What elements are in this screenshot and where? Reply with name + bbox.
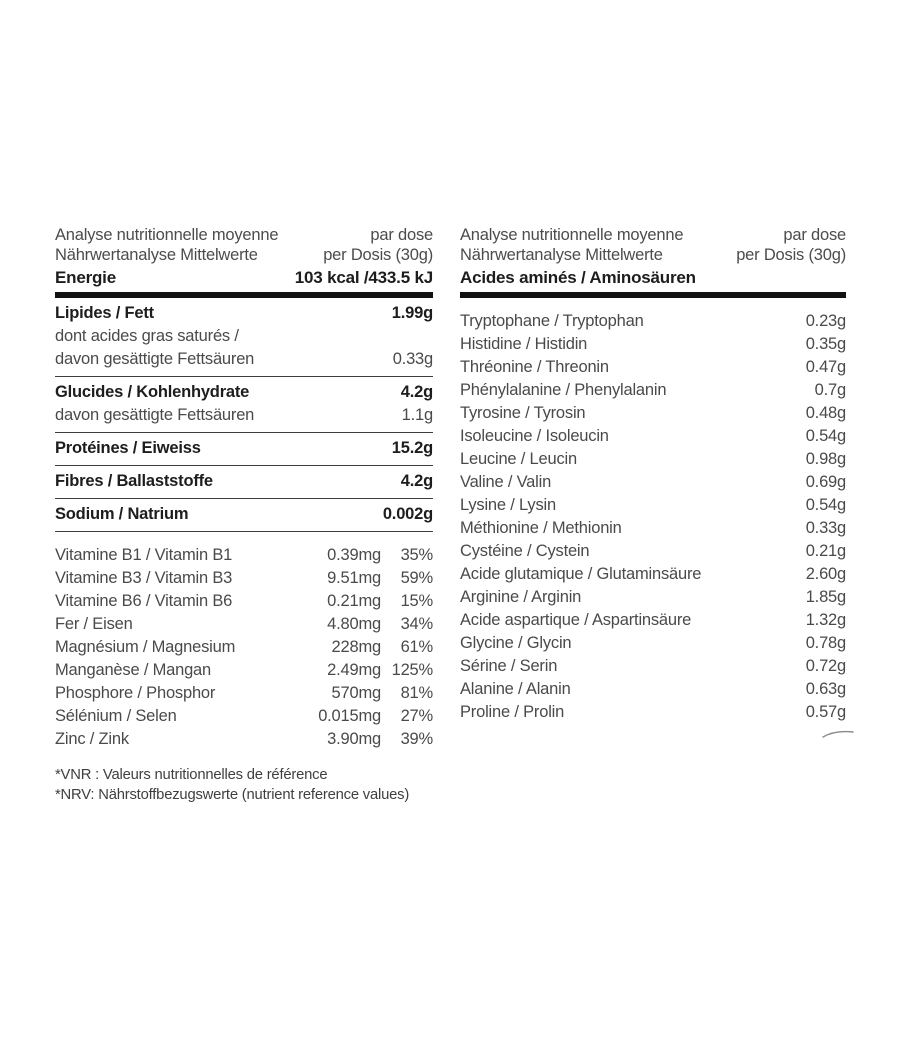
amino-value: 0.35g — [805, 335, 846, 353]
amino-label: Glycine / Glycin — [460, 634, 572, 652]
amino-label: Acide glutamique / Glutaminsäure — [460, 565, 702, 583]
footnote-nrv: *NRV: Nährstoffbezugswerte (nutrient reference values) — [55, 787, 410, 803]
table-row — [460, 586, 846, 609]
table-row — [55, 503, 433, 526]
nutrient-amount: 9.51mg — [327, 569, 381, 587]
nutrient-label: Sélénium / Selen — [55, 707, 177, 725]
nutrient-value: 4.2g — [400, 383, 433, 401]
amino-label: Acide aspartique / Aspartinsäure — [460, 611, 692, 629]
header-title-fr: Analyse nutritionnelle moyenne — [55, 226, 279, 244]
table-row — [55, 567, 433, 590]
nutrient-label: Vitamine B3 / Vitamin B3 — [55, 569, 233, 587]
nutrient-amount: 2.49mg — [327, 661, 381, 679]
nutrient-nrv: 59% — [400, 569, 433, 587]
header-row — [460, 226, 846, 265]
macronutrient-table — [55, 298, 433, 532]
panel-amino-acids — [460, 226, 846, 724]
amino-value: 1.85g — [805, 588, 846, 606]
amino-label: Cystéine / Cystein — [460, 542, 590, 560]
table-row — [460, 655, 846, 678]
table-row — [460, 333, 846, 356]
amino-value: 0.98g — [805, 450, 846, 468]
amino-value: 1.32g — [805, 611, 846, 629]
table-row — [460, 402, 846, 425]
panel-nutrition-facts — [55, 226, 433, 805]
nutrient-label: davon gesättigte Fettsäuren — [55, 350, 255, 368]
table-row — [460, 563, 846, 586]
amino-section-label: Acides aminés / Aminosäuren — [460, 268, 696, 287]
nutrient-label: Phosphore / Phosphor — [55, 684, 216, 702]
amino-value: 0.23g — [805, 312, 846, 330]
nutrient-value: 15.2g — [391, 439, 433, 457]
amino-value: 0.69g — [805, 473, 846, 491]
table-row — [55, 659, 433, 682]
amino-value: 0.21g — [805, 542, 846, 560]
energy-value: 103 kcal /433.5 kJ — [294, 268, 433, 287]
header-row — [55, 226, 433, 265]
macro-group — [55, 499, 433, 532]
amino-label: Isoleucine / Isoleucin — [460, 427, 609, 445]
table-row — [55, 470, 433, 493]
amino-acid-table — [460, 298, 846, 724]
nutrient-nrv: 125% — [391, 661, 433, 679]
nutrient-label: Fer / Eisen — [55, 615, 133, 633]
macro-group — [55, 298, 433, 377]
table-row — [55, 613, 433, 636]
header-dose-de: per Dosis (30g) — [323, 245, 433, 264]
nutrient-nrv: 39% — [400, 730, 433, 748]
nutrient-label: Vitamine B1 / Vitamin B1 — [55, 546, 233, 564]
nutrient-value: 0.33g — [392, 350, 433, 368]
nutrient-value: 1.99g — [391, 304, 433, 322]
nutrient-label: Glucides / Kohlenhydrate — [55, 383, 250, 401]
table-row — [460, 310, 846, 333]
header-dose-fr: par dose — [783, 226, 846, 244]
macro-group — [55, 377, 433, 433]
header-title-de: Nährwertanalyse Mittelwerte — [460, 245, 663, 264]
amino-label: Méthionine / Methionin — [460, 519, 622, 537]
nutrient-label: Zinc / Zink — [55, 730, 129, 748]
amino-value: 0.54g — [805, 427, 846, 445]
nutrient-amount: 4.80mg — [327, 615, 381, 633]
header-analysis-title — [460, 226, 683, 265]
amino-value: 0.33g — [805, 519, 846, 537]
macro-group — [55, 433, 433, 466]
header-dose — [323, 226, 433, 265]
table-row — [55, 705, 433, 728]
table-row — [55, 437, 433, 460]
header-analysis-title — [55, 226, 278, 265]
header-title-de: Nährwertanalyse Mittelwerte — [55, 245, 258, 264]
table-row — [55, 302, 433, 325]
nutrient-nrv: 34% — [400, 615, 433, 633]
table-row — [55, 325, 433, 348]
table-row — [55, 636, 433, 659]
amino-value: 0.78g — [805, 634, 846, 652]
nutrient-label: Magnésium / Magnesium — [55, 638, 236, 656]
amino-label: Phénylalanine / Phenylalanin — [460, 381, 667, 399]
nutrient-label: Fibres / Ballaststoffe — [55, 472, 213, 490]
nutrient-nrv: 35% — [400, 546, 433, 564]
nutrient-value: 4.2g — [400, 472, 433, 490]
amino-label: Arginine / Arginin — [460, 588, 582, 606]
amino-value: 0.7g — [814, 381, 846, 399]
amino-label: Thréonine / Threonin — [460, 358, 609, 376]
header-dose-de: per Dosis (30g) — [736, 245, 846, 264]
table-row — [460, 701, 846, 724]
table-row — [460, 448, 846, 471]
table-row — [55, 381, 433, 404]
nutrient-nrv: 61% — [400, 638, 433, 656]
print-curve-mark — [822, 728, 854, 740]
table-row — [460, 609, 846, 632]
nutrient-amount: 570mg — [331, 684, 381, 702]
amino-value: 0.47g — [805, 358, 846, 376]
nutrient-value: 1.1g — [401, 406, 433, 424]
amino-label: Lysine / Lysin — [460, 496, 556, 514]
nutrient-label: Sodium / Natrium — [55, 505, 189, 523]
nutrient-value: 0.002g — [382, 505, 433, 523]
nutrient-amount: 0.21mg — [327, 592, 381, 610]
amino-label: Histidine / Histidin — [460, 335, 588, 353]
amino-label: Tyrosine / Tyrosin — [460, 404, 586, 422]
amino-panel-header — [460, 226, 846, 298]
table-row — [55, 682, 433, 705]
amino-value: 2.60g — [805, 565, 846, 583]
header-dose — [736, 226, 846, 265]
table-row — [55, 348, 433, 371]
table-row — [460, 471, 846, 494]
nutrient-label: Lipides / Fett — [55, 304, 154, 322]
table-row — [460, 494, 846, 517]
table-row — [460, 356, 846, 379]
amino-label: Proline / Prolin — [460, 703, 565, 721]
nutrient-label: Manganèse / Mangan — [55, 661, 212, 679]
energy-row — [55, 268, 433, 292]
header-dose-fr: par dose — [370, 226, 433, 244]
nutrient-label: davon gesättigte Fettsäuren — [55, 406, 255, 424]
header-title-fr: Analyse nutritionnelle moyenne — [460, 226, 684, 244]
nutrient-nrv: 81% — [400, 684, 433, 702]
amino-value: 0.48g — [805, 404, 846, 422]
table-row — [460, 517, 846, 540]
nutrient-label: dont acides gras saturés / — [55, 327, 239, 345]
table-row — [55, 404, 433, 427]
footnotes — [55, 765, 433, 805]
table-row — [460, 632, 846, 655]
nutrient-label: Vitamine B6 / Vitamin B6 — [55, 592, 233, 610]
table-row — [55, 590, 433, 613]
amino-label: Tryptophane / Tryptophan — [460, 312, 644, 330]
table-row — [460, 678, 846, 701]
table-row — [460, 425, 846, 448]
amino-label: Valine / Valin — [460, 473, 552, 491]
nutrient-label: Protéines / Eiweiss — [55, 439, 201, 457]
table-row — [55, 728, 433, 751]
amino-value: 0.57g — [805, 703, 846, 721]
table-row — [55, 544, 433, 567]
amino-value: 0.54g — [805, 496, 846, 514]
amino-label: Sérine / Serin — [460, 657, 558, 675]
nutrient-nrv: 15% — [400, 592, 433, 610]
nutrient-amount: 3.90mg — [327, 730, 381, 748]
amino-section-row — [460, 268, 846, 292]
macro-group — [55, 466, 433, 499]
amino-label: Leucine / Leucin — [460, 450, 577, 468]
nutrient-amount: 228mg — [331, 638, 381, 656]
footnote-vnr: *VNR : Valeurs nutritionnelles de référence — [55, 767, 328, 783]
vitamin-mineral-table — [55, 532, 433, 751]
amino-value: 0.63g — [805, 680, 846, 698]
nutrient-nrv: 27% — [400, 707, 433, 725]
table-row — [460, 540, 846, 563]
energy-label: Energie — [55, 268, 116, 287]
amino-value: 0.72g — [805, 657, 846, 675]
nutrient-amount: 0.015mg — [318, 707, 381, 725]
amino-label: Alanine / Alanin — [460, 680, 571, 698]
nutrient-amount: 0.39mg — [327, 546, 381, 564]
table-row — [460, 379, 846, 402]
nutrition-panel-header — [55, 226, 433, 298]
